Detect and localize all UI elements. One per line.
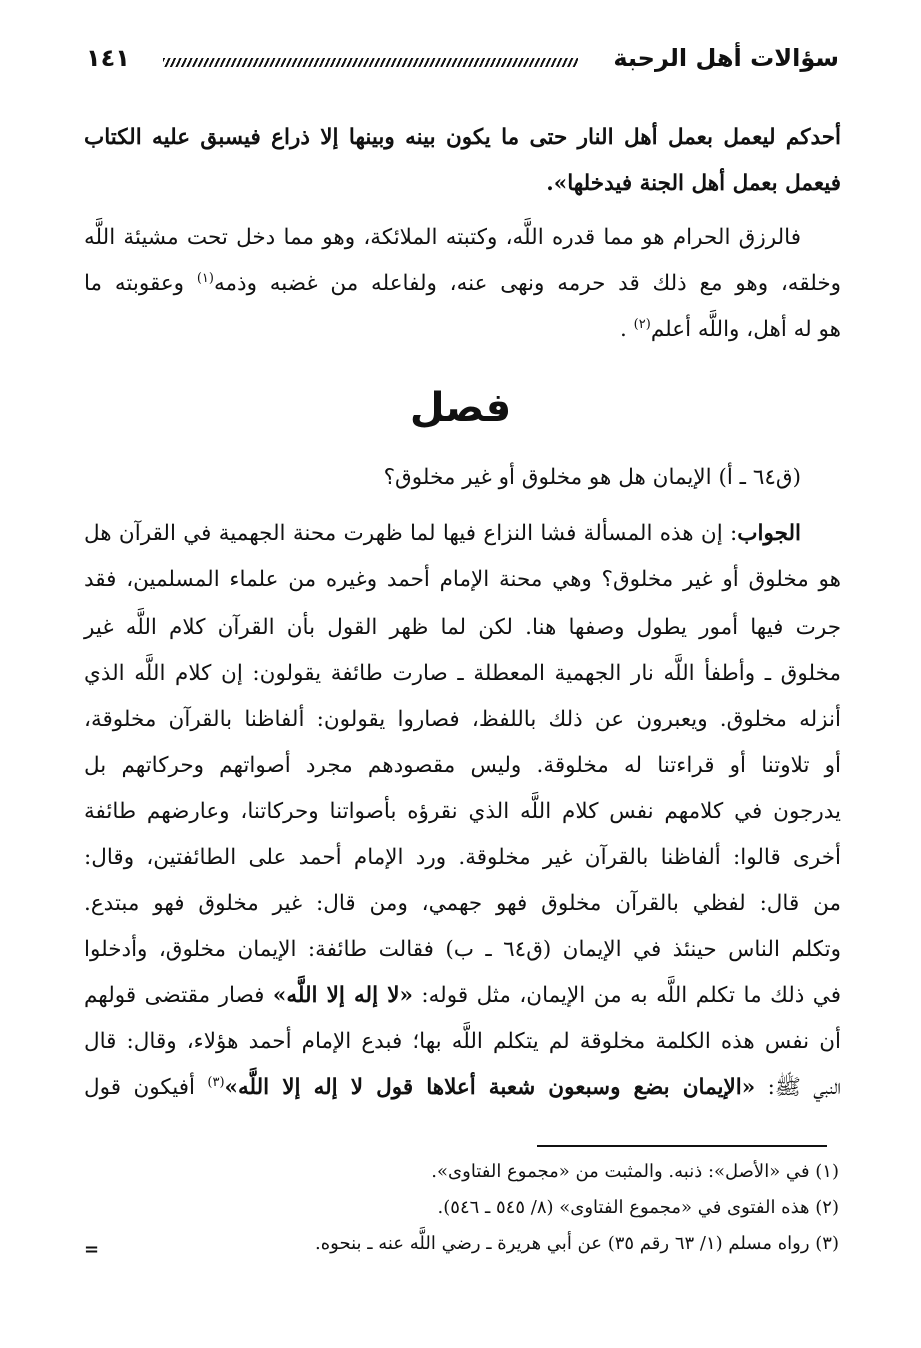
footnote-ref: (٢)	[633, 316, 651, 332]
question-line: (ق٦٤ ـ أ) الإيمان هل هو مخلوق أو غير مخلوق؟	[383, 465, 801, 490]
body-line: من قال: لفظي بالقرآن مخلوق فهو جهمي، ومن قال: غير مخلوق فهو مبتدع.	[84, 891, 841, 916]
text-run: : إن هذه المسألة فشا النزاع فيها لما ظهرت محنة الجهمية في القرآن هل	[84, 521, 738, 546]
answer-label: الجواب	[737, 521, 801, 546]
body-line: أنزله مخلوق. ويعبرون عن ذلك باللفظ، فصاروا يقولون: ألفاظنا بالقرآن مخلوقة،	[84, 707, 841, 732]
text-run: هو له أهل، واللَّه أعلم	[650, 317, 841, 342]
hadith-quote: «الإيمان بضع وسبعون شعبة أعلاها قول لا إله إلا اللَّه»	[224, 1075, 756, 1100]
text-run: في ذلك ما تكلم اللَّه به من الإيمان، مثل قوله:	[412, 983, 841, 1008]
body-line: أن نفس هذه الكلمة مخلوقة لم يتكلم اللَّه بها؛ فبدع الإمام أحمد هؤلاء، وقال: قال	[84, 1029, 841, 1054]
body-line: وتكلم الناس حينئذ في الإيمان (ق٦٤ ـ ب) فقالت طائفة: الإيمان مخلوق، وأدخلوا	[84, 937, 841, 962]
section-title: فصل	[409, 385, 512, 431]
footnote-ref: (١)	[196, 270, 214, 286]
body-line: هو مخلوق أو غير مخلوق؟ وهي محنة الإمام أحمد وغيره من علماء المسلمين، فقد	[84, 567, 841, 592]
page-number: ١٤١	[86, 44, 130, 72]
text-run: وخلقه، وهو مع ذلك قد حرمه ونهى عنه، ولفاعله من غضبه وذمه	[213, 271, 841, 296]
header-rule	[163, 58, 578, 67]
running-header-title: سؤالات أهل الرحبة	[613, 44, 839, 72]
body-line	[84, 1070, 841, 1106]
body-line: جرت فيها أمور يطول وصفها هنا. لكن لما ظهر القول بأن القرآن كلام اللَّه غير	[84, 615, 841, 640]
text-run: .	[620, 317, 634, 342]
body-line	[84, 516, 841, 552]
body-line: مخلوق ـ وأطفأ اللَّه نار الجهمية المعطلة ـ صارت طائفة يقولون: إن كلام اللَّه الذي	[84, 661, 841, 686]
text-run: فصار مقتضى قولهم	[84, 983, 273, 1008]
continuation-mark: =	[84, 1239, 100, 1260]
body-line: يدرجون في كلامهم نفس كلام اللَّه الذي نقرؤه بأصواتنا وحركاتنا، وعارضهم طائفة	[84, 799, 841, 824]
body-line: أحدكم ليعمل بعمل أهل النار حتى ما يكون بينه وبينها إلا ذراع فيسبق عليه الكتاب	[84, 125, 841, 150]
text-run: النبي ﷺ:	[755, 1075, 841, 1100]
footnote-ref: (٣)	[207, 1074, 225, 1090]
text-run: أفيكون قول	[84, 1075, 208, 1100]
footnote: (٢) هذه الفتوى في «مجموع الفتاوى» (٨/ ٥٤٥ ـ ٥٤٦).	[437, 1197, 839, 1218]
body-line	[84, 266, 841, 302]
footnote-rule	[537, 1145, 827, 1147]
body-line: فيعمل بعمل أهل الجنة فيدخلها».	[546, 171, 841, 196]
text-run: وعقوبته ما	[84, 271, 197, 296]
body-line: أو تلاوتنا أو قراءتنا له مخلوقة. وليس مقصودهم مجرد أصواتهم وحركاتهم بل	[84, 753, 841, 778]
body-line: أخرى قالوا: ألفاظنا بالقرآن غير مخلوقة. ورد الإمام أحمد على الطائفتين، وقال:	[84, 845, 841, 870]
footnote: (٣) رواه مسلم (١/ ٦٣ رقم ٣٥) عن أبي هريرة ـ رضي اللَّه عنه ـ بنحوه.	[315, 1233, 839, 1254]
quote-run: «لا إله إلا اللَّه»	[272, 983, 413, 1008]
footnote: (١) في «الأصل»: ذنبه. والمثبت من «مجموع الفتاوى».	[431, 1161, 839, 1182]
body-line	[84, 978, 841, 1014]
body-line: فالرزق الحرام هو مما قدره اللَّه، وكتبته الملائكة، وهو مما دخل تحت مشيئة اللَّه	[84, 225, 801, 250]
body-line	[84, 312, 841, 348]
